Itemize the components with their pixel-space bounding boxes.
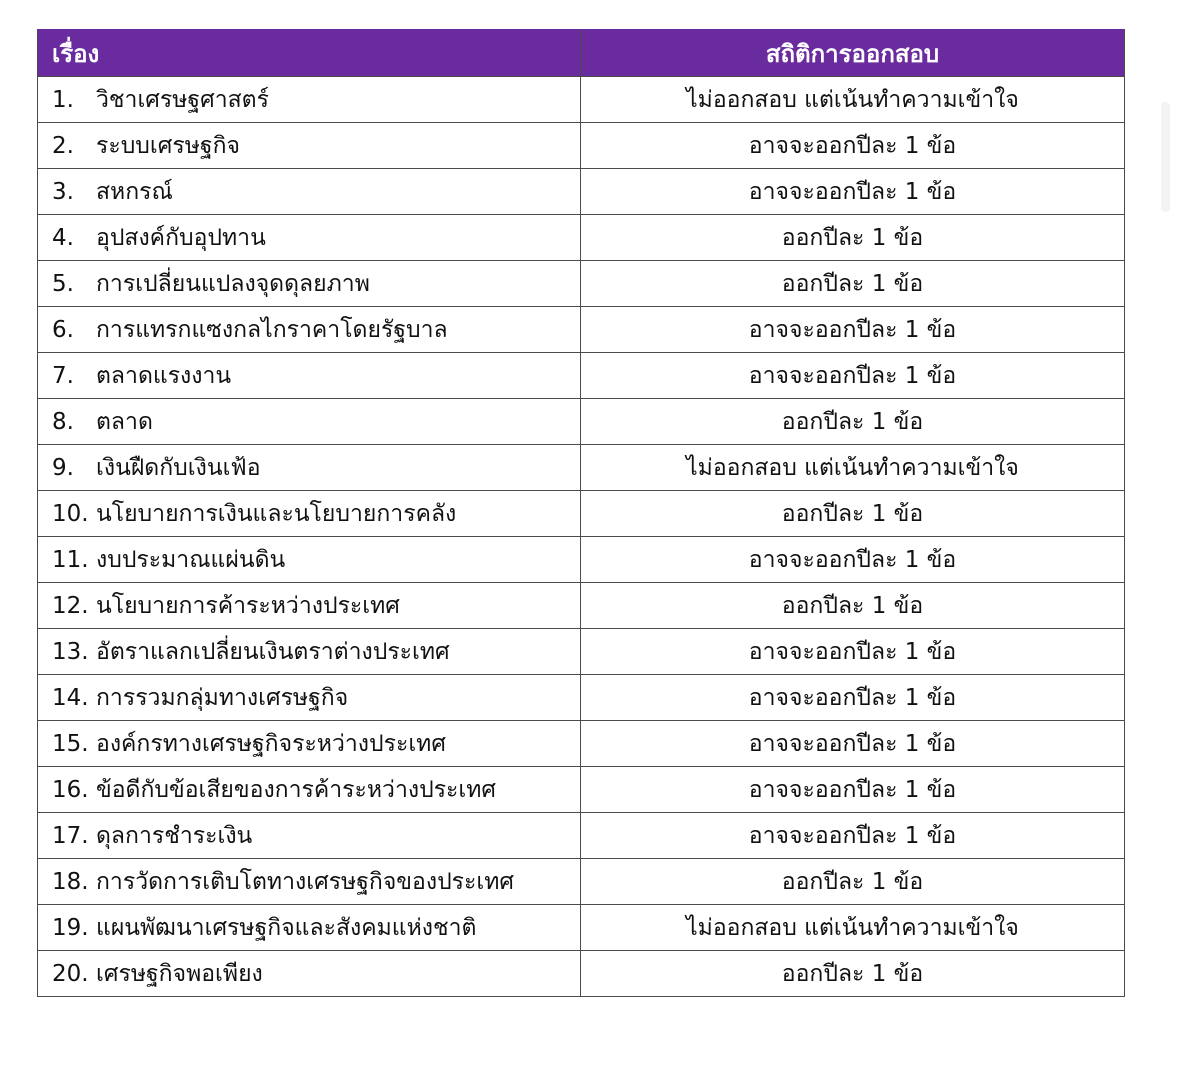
- topic-label: แผนพัฒนาเศรษฐกิจและสังคมแห่งชาติ: [96, 914, 477, 941]
- table-row: [38, 169, 1125, 215]
- row-number: 5.: [52, 270, 74, 297]
- topic-label: ตลาดแรงงาน: [96, 362, 232, 389]
- row-number: 16.: [52, 776, 89, 803]
- topic-cell: [38, 123, 581, 169]
- row-number: 11.: [52, 546, 89, 573]
- table-header: [38, 30, 1125, 77]
- topic-label: งบประมาณแผ่นดิน: [96, 546, 286, 573]
- row-number: 3.: [52, 178, 74, 205]
- topic-label: อุปสงค์กับอุปทาน: [96, 224, 266, 251]
- exam-statistic-cell: อาจจะออกปีละ 1 ข้อ: [581, 721, 1125, 767]
- topic-cell: [38, 813, 581, 859]
- topic-label: เศรษฐกิจพอเพียง: [96, 960, 263, 987]
- header-row: [38, 30, 1125, 77]
- exam-statistic-cell: ไม่ออกสอบ แต่เน้นทำความเข้าใจ: [581, 445, 1125, 491]
- table-row: [38, 353, 1125, 399]
- row-number: 15.: [52, 730, 89, 757]
- row-number: 13.: [52, 638, 89, 665]
- topic-cell: [38, 583, 581, 629]
- table-row: [38, 951, 1125, 997]
- exam-statistic-cell: ออกปีละ 1 ข้อ: [581, 261, 1125, 307]
- row-number: 7.: [52, 362, 74, 389]
- row-number: 4.: [52, 224, 74, 251]
- topic-cell: [38, 859, 581, 905]
- table-row: [38, 859, 1125, 905]
- table-row: [38, 215, 1125, 261]
- topic-label: วิชาเศรษฐศาสตร์: [96, 86, 269, 113]
- topic-label: การรวมกลุ่มทางเศรษฐกิจ: [96, 684, 349, 711]
- topic-label: เงินฝืดกับเงินเฟ้อ: [96, 454, 261, 481]
- exam-statistic-cell: ออกปีละ 1 ข้อ: [581, 951, 1125, 997]
- row-number: 9.: [52, 454, 74, 481]
- exam-statistic-cell: ออกปีละ 1 ข้อ: [581, 583, 1125, 629]
- exam-statistics-table: [37, 29, 1125, 997]
- table-row: [38, 445, 1125, 491]
- topic-cell: [38, 307, 581, 353]
- exam-statistic-cell: ออกปีละ 1 ข้อ: [581, 215, 1125, 261]
- topic-label: ระบบเศรษฐกิจ: [96, 132, 240, 159]
- row-number: 20.: [52, 960, 89, 987]
- topic-label: ดุลการชำระเงิน: [96, 822, 253, 849]
- topic-cell: [38, 675, 581, 721]
- topic-cell: [38, 951, 581, 997]
- exam-statistic-cell: ออกปีละ 1 ข้อ: [581, 491, 1125, 537]
- topic-cell: [38, 77, 581, 123]
- topic-cell: [38, 215, 581, 261]
- scrollbar-track[interactable]: [1161, 102, 1170, 212]
- row-number: 14.: [52, 684, 89, 711]
- table-row: [38, 675, 1125, 721]
- exam-statistic-cell: อาจจะออกปีละ 1 ข้อ: [581, 123, 1125, 169]
- row-number: 18.: [52, 868, 89, 895]
- topic-cell: [38, 491, 581, 537]
- row-number: 19.: [52, 914, 89, 941]
- exam-statistic-cell: อาจจะออกปีละ 1 ข้อ: [581, 307, 1125, 353]
- row-number: 17.: [52, 822, 89, 849]
- topic-cell: [38, 445, 581, 491]
- exam-statistic-cell: ออกปีละ 1 ข้อ: [581, 399, 1125, 445]
- topic-cell: [38, 721, 581, 767]
- row-number: 12.: [52, 592, 89, 619]
- topic-cell: [38, 399, 581, 445]
- table-row: [38, 721, 1125, 767]
- topic-label: ข้อดีกับข้อเสียของการค้าระหว่างประเทศ: [96, 776, 497, 803]
- header-topic: เรื่อง: [38, 30, 581, 77]
- topic-label: ตลาด: [96, 408, 153, 435]
- row-number: 6.: [52, 316, 74, 343]
- row-number: 2.: [52, 132, 74, 159]
- topic-cell: [38, 905, 581, 951]
- topic-cell: [38, 353, 581, 399]
- topic-label: การเปลี่ยนแปลงจุดดุลยภาพ: [96, 270, 370, 297]
- table-row: [38, 629, 1125, 675]
- topic-label: การแทรกแซงกลไกราคาโดยรัฐบาล: [96, 316, 448, 343]
- topic-label: องค์กรทางเศรษฐกิจระหว่างประเทศ: [96, 730, 446, 757]
- exam-statistic-cell: ออกปีละ 1 ข้อ: [581, 859, 1125, 905]
- topic-label: อัตราแลกเปลี่ยนเงินตราต่างประเทศ: [96, 638, 450, 665]
- header-exam-statistics: สถิติการออกสอบ: [581, 30, 1125, 77]
- topic-cell: [38, 767, 581, 813]
- exam-statistic-cell: อาจจะออกปีละ 1 ข้อ: [581, 675, 1125, 721]
- table-row: [38, 399, 1125, 445]
- table-row: [38, 77, 1125, 123]
- table-row: [38, 767, 1125, 813]
- table-row: [38, 583, 1125, 629]
- table-row: [38, 123, 1125, 169]
- topic-cell: [38, 169, 581, 215]
- table-row: [38, 537, 1125, 583]
- table-row: [38, 307, 1125, 353]
- topic-label: นโยบายการเงินและนโยบายการคลัง: [96, 500, 457, 527]
- table-row: [38, 905, 1125, 951]
- row-number: 10.: [52, 500, 89, 527]
- exam-statistic-cell: อาจจะออกปีละ 1 ข้อ: [581, 353, 1125, 399]
- exam-statistic-cell: อาจจะออกปีละ 1 ข้อ: [581, 169, 1125, 215]
- exam-statistic-cell: ไม่ออกสอบ แต่เน้นทำความเข้าใจ: [581, 905, 1125, 951]
- topic-label: สหกรณ์: [96, 178, 173, 205]
- topic-cell: [38, 537, 581, 583]
- row-number: 1.: [52, 86, 74, 113]
- exam-statistic-cell: อาจจะออกปีละ 1 ข้อ: [581, 813, 1125, 859]
- exam-statistic-cell: ไม่ออกสอบ แต่เน้นทำความเข้าใจ: [581, 77, 1125, 123]
- topic-cell: [38, 629, 581, 675]
- topic-label: นโยบายการค้าระหว่างประเทศ: [96, 592, 400, 619]
- table-row: [38, 813, 1125, 859]
- exam-statistic-cell: อาจจะออกปีละ 1 ข้อ: [581, 767, 1125, 813]
- table-row: [38, 261, 1125, 307]
- exam-statistic-cell: อาจจะออกปีละ 1 ข้อ: [581, 629, 1125, 675]
- table-row: [38, 491, 1125, 537]
- topic-cell: [38, 261, 581, 307]
- exam-statistic-cell: อาจจะออกปีละ 1 ข้อ: [581, 537, 1125, 583]
- row-number: 8.: [52, 408, 74, 435]
- topic-label: การวัดการเติบโตทางเศรษฐกิจของประเทศ: [96, 868, 514, 895]
- table-body: [38, 77, 1125, 997]
